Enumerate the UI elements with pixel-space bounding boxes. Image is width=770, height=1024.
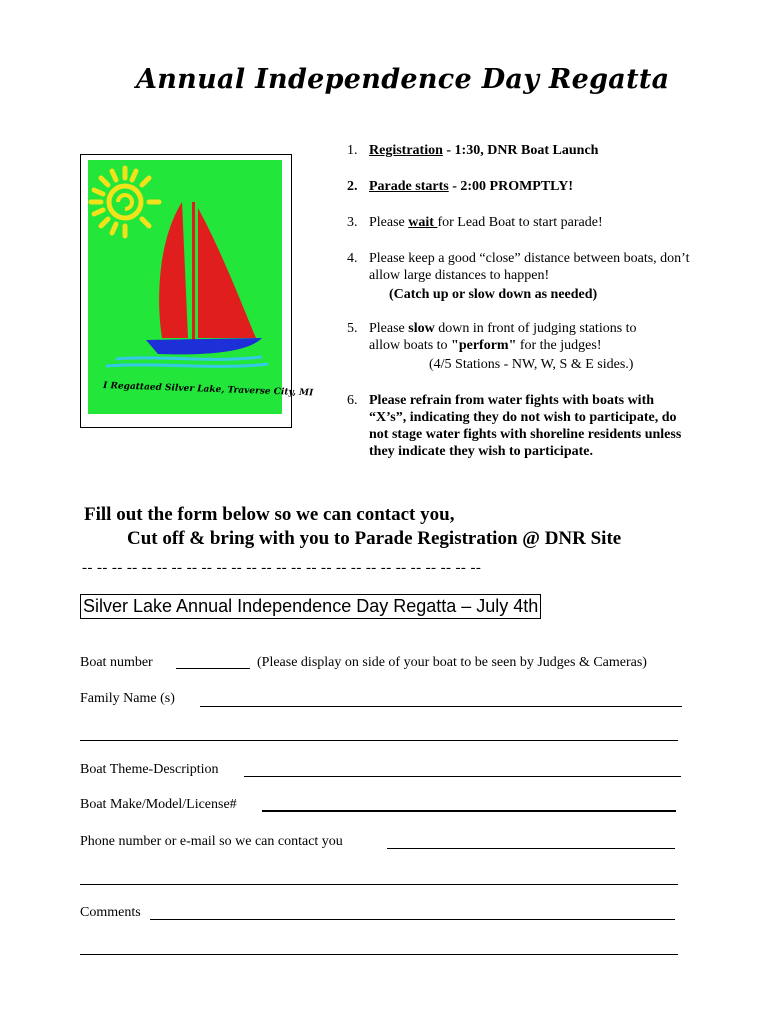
rule-number: 3.: [347, 215, 358, 230]
rule-text: [369, 250, 699, 284]
rule-number: 4.: [347, 251, 358, 266]
contact-label: Phone number or e-mail so we can contact you: [80, 834, 343, 849]
cut-line: -- -- -- -- -- -- -- -- -- -- -- -- -- -- -- -- -- -- -- -- -- -- -- -- -- -- --: [82, 560, 482, 576]
boat-make-label: Boat Make/Model/License#: [80, 797, 237, 812]
family-name-field-continued[interactable]: [80, 740, 678, 741]
rule-text-segment: Parade starts: [369, 179, 449, 194]
form-heading: Silver Lake Annual Independence Day Regatta – July 4th: [80, 594, 541, 619]
family-name-label: Family Name (s): [80, 691, 175, 706]
rule-text-segment: wait: [408, 215, 438, 230]
rule-text-segment: slow: [408, 321, 435, 336]
boat-make-field[interactable]: [262, 810, 676, 812]
rule-text-segment: Registration: [369, 143, 443, 158]
family-name-field[interactable]: [200, 706, 682, 707]
rule-text-segment: Please: [369, 321, 409, 336]
rule-text-segment: down in front of judging stations to allow boats to: [369, 321, 637, 353]
form-instructions: [84, 503, 621, 551]
boat-theme-label: Boat Theme-Description: [80, 762, 219, 777]
rule-text: [369, 178, 699, 195]
boat-number-note: (Please display on side of your boat to be seen by Judges & Cameras): [257, 655, 647, 670]
mast-shape: [192, 202, 195, 342]
page-title: Annual Independence Day Regatta: [136, 64, 670, 95]
artwork-caption: I Regattaed Silver Lake, Traverse City, MI: [102, 381, 314, 399]
rule-number: 1.: [347, 143, 358, 158]
sailboat-artwork: [88, 160, 314, 414]
rule-text-segment: Please: [369, 215, 409, 230]
rule-text-segment: Please keep a good “close” distance between boats, don’t allow large distances to happen!: [369, 251, 690, 283]
instruction-line: Fill out the form below so we can contact you,: [84, 504, 455, 525]
comments-label: Comments: [80, 905, 141, 920]
rule-note: (Catch up or slow down as needed): [389, 287, 598, 302]
rule-number: 5.: [347, 321, 358, 336]
comments-field-continued[interactable]: [80, 954, 678, 955]
rule-number: 2.: [347, 179, 358, 194]
rule-text: [369, 320, 669, 354]
rule-text-segment: Please refrain from water fights with boats with “X’s”, indicating they do not wish to participate, do not stage water fights with shoreline residents unless they indicate they wish to participate.: [369, 393, 682, 459]
contact-field-continued[interactable]: [80, 884, 678, 885]
rule-text: [369, 142, 699, 159]
rule-text-segment: - 2:00 PROMPTLY!: [448, 179, 574, 194]
boat-number-label: Boat number: [80, 655, 153, 670]
rule-text-segment: for the judges!: [516, 338, 602, 353]
contact-field[interactable]: [387, 848, 675, 849]
boat-theme-field[interactable]: [244, 776, 681, 777]
boat-number-field[interactable]: [176, 668, 250, 669]
rule-text-segment: for Lead Boat to start parade!: [437, 215, 603, 230]
rule-text: [365, 392, 685, 460]
rule-number: 6.: [347, 393, 358, 408]
rule-text-segment: "perform": [451, 338, 517, 353]
rule-text: [369, 214, 699, 231]
instruction-line: Cut off & bring with you to Parade Registration @ DNR Site: [127, 528, 622, 549]
rule-text-segment: - 1:30, DNR Boat Launch: [442, 143, 599, 158]
comments-field[interactable]: [150, 919, 675, 920]
water-wave-shape: [106, 364, 268, 366]
rule-note: (4/5 Stations - NW, W, S & E sides.): [429, 357, 634, 372]
